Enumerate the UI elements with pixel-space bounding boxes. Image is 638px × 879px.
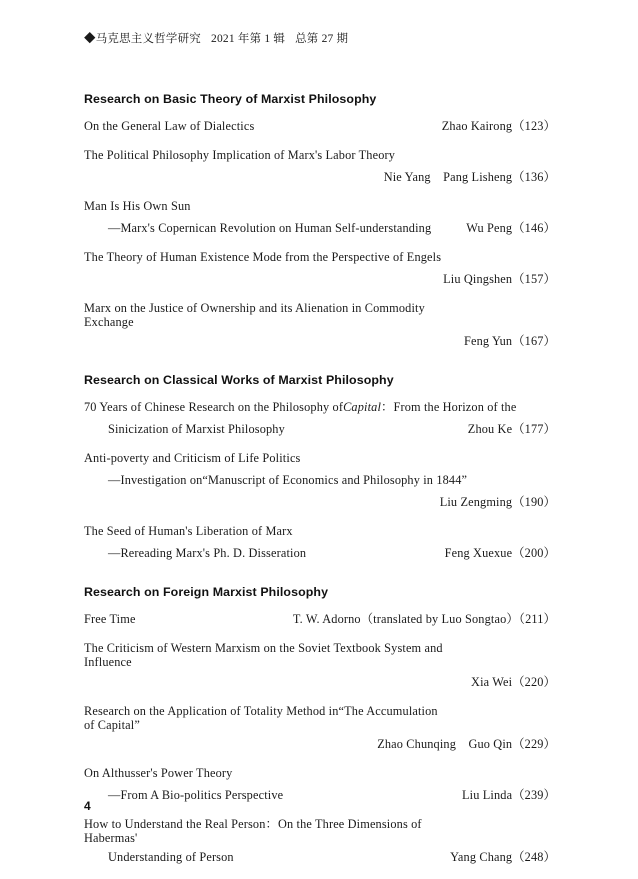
- header-journal-title: 马克思主义哲学研究: [95, 33, 202, 45]
- toc-entry-line: [84, 473, 556, 490]
- toc-entry-title: The Criticism of Western Marxism on the Soviet Textbook System and Influence: [84, 641, 443, 670]
- toc-entry-author-page: Feng Yun（167）: [463, 334, 556, 349]
- toc-entry-line: [84, 148, 556, 165]
- toc-entry[interactable]: [84, 612, 556, 629]
- toc-entry-author-page: T. W. Adorno（translated by Luo Songtao）（211）: [292, 612, 556, 627]
- toc-entry-title: 70 Years of Chinese Research on the Philosophy of: [84, 400, 344, 415]
- toc-entry-title: The Seed of Human's Liberation of Marx: [84, 524, 293, 539]
- toc-section: [84, 92, 556, 351]
- toc-entry-author-page: Liu Qingshen（157）: [443, 272, 556, 286]
- toc-entry-line: [84, 641, 556, 669]
- toc-entry-author-page: Liu Linda（239）: [462, 787, 556, 802]
- toc-entry[interactable]: [84, 817, 556, 867]
- toc-entry-author-page: Feng Xuexue（200）: [444, 546, 556, 561]
- toc-entry-author-page: Zhao Kairong（123）: [441, 119, 556, 133]
- toc-entry-line: [84, 704, 556, 732]
- toc-entry-title: The Theory of Human Existence Mode from the Perspective of Engels: [84, 250, 442, 264]
- toc-entry[interactable]: [84, 641, 556, 691]
- toc-entry-line: [84, 170, 556, 187]
- toc-entry-title: How to Understand the Real Person：On the Three Dimensions of Habermas': [84, 816, 422, 845]
- section-title: Research on Basic Theory of Marxist Philosophy: [84, 92, 377, 106]
- toc-entry-title-italic: Capital: [343, 400, 382, 415]
- toc-entry-author-page: Zhao Chunqing Guo Qin（229）: [377, 736, 556, 751]
- header-issue: 2021 年第 1 辑: [211, 33, 286, 45]
- toc-entry[interactable]: [84, 524, 556, 563]
- toc-entry[interactable]: [84, 250, 556, 289]
- toc-entry-title: The Political Philosophy Implication of Marx's Labor Theory: [84, 148, 396, 162]
- toc-entry-title-cont: ：From the Horizon of the: [381, 400, 517, 415]
- toc-section: [84, 585, 556, 867]
- toc-entry-author-page: Zhou Ke（177）: [467, 422, 556, 437]
- toc-entry[interactable]: [84, 199, 556, 238]
- toc-entry-line: [84, 334, 556, 351]
- toc-entry-line: [84, 199, 556, 216]
- toc-entry-author-page: Liu Zengming（190）: [439, 495, 556, 510]
- toc-entry[interactable]: [84, 148, 556, 187]
- toc-entry-title: —Rereading Marx's Ph. D. Disseration: [108, 546, 307, 561]
- toc-entry-title: On the General Law of Dialectics: [84, 119, 255, 133]
- diamond-icon: ◆: [84, 33, 96, 45]
- toc-entry-line: [84, 272, 556, 289]
- running-header: [84, 30, 554, 46]
- toc-entry-line: [84, 301, 556, 329]
- section-title: Research on Classical Works of Marxist Philosophy: [84, 373, 394, 388]
- toc-entry-line: [84, 817, 556, 845]
- toc-entry-title: On Althusser's Power Theory: [84, 765, 233, 780]
- toc-entry-line: [84, 495, 556, 512]
- toc-entry-line: [84, 675, 556, 692]
- toc-entry-line: [84, 612, 556, 629]
- header-serial: 总第 27 期: [295, 33, 349, 45]
- toc-entry-title: Understanding of Person: [108, 850, 234, 865]
- toc-entry-title: Marx on the Justice of Ownership and its Alienation in Commodity Exchange: [84, 301, 425, 330]
- toc-entry-title: Free Time: [84, 612, 136, 627]
- toc-entry[interactable]: [84, 451, 556, 512]
- toc-entry[interactable]: [84, 766, 556, 805]
- toc-entry-title: Sinicization of Marxist Philosophy: [108, 422, 285, 437]
- toc-entry-title: —Investigation on“Manuscript of Economics and Philosophy in 1844”: [108, 473, 468, 488]
- toc-entry-title: —Marx's Copernican Revolution on Human Self-understanding: [108, 221, 432, 235]
- toc-entry[interactable]: [84, 119, 556, 136]
- toc-entry-line: [84, 250, 556, 267]
- section-title: Research on Foreign Marxist Philosophy: [84, 585, 329, 600]
- toc-entry-line: [84, 766, 556, 783]
- toc-entry-line: [84, 850, 556, 867]
- toc-entry-title: Research on the Application of Totality Method in“The Accumulation of Capital”: [84, 703, 438, 732]
- toc-entry[interactable]: [84, 301, 556, 351]
- toc-entry-title: Anti-poverty and Criticism of Life Politics: [84, 451, 301, 466]
- toc-entry-author-page: Wu Peng（146）: [466, 221, 556, 235]
- toc-entry-author-page: Xia Wei（220）: [471, 674, 556, 689]
- toc-entry[interactable]: [84, 704, 556, 754]
- table-of-contents: [84, 92, 556, 879]
- toc-entry-line: [84, 221, 556, 238]
- toc-section: [84, 373, 556, 563]
- toc-entry-line: [84, 119, 556, 136]
- toc-entry-line: [84, 400, 556, 417]
- toc-entry-author-page: Nie Yang Pang Lisheng（136）: [383, 170, 556, 184]
- toc-entry-line: [84, 524, 556, 541]
- toc-entry-line: [84, 451, 556, 468]
- toc-entry[interactable]: [84, 400, 556, 439]
- toc-entry-title: Man Is His Own Sun: [84, 199, 191, 213]
- page-number: 4: [84, 799, 91, 813]
- toc-entry-title: —From A Bio-politics Perspective: [108, 787, 284, 802]
- toc-entry-line: [84, 546, 556, 563]
- toc-entry-line: [84, 422, 556, 439]
- toc-entry-author-page: Yang Chang（248）: [450, 850, 556, 865]
- toc-entry-line: [84, 737, 556, 754]
- toc-entry-line: [84, 788, 556, 805]
